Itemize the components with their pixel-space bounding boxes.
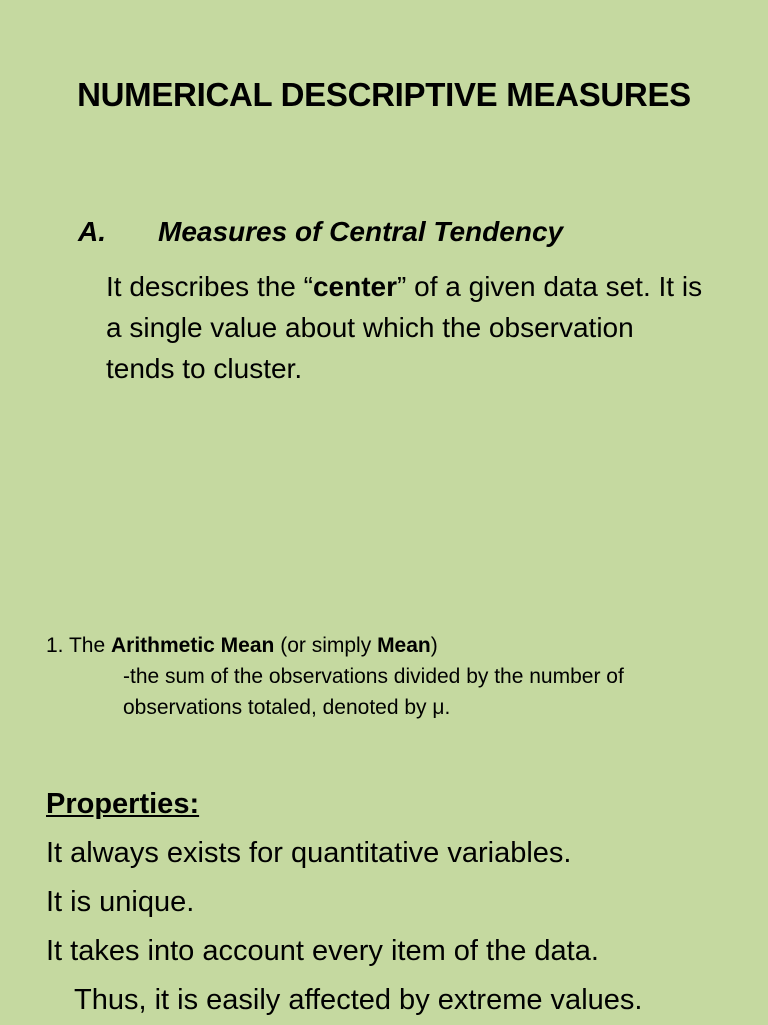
mean-number: 1. The xyxy=(46,634,111,657)
description-bold-term: center xyxy=(312,271,398,302)
property-item: It is unique. xyxy=(46,886,195,918)
section-heading xyxy=(78,216,563,248)
property-item: It always exists for quantitative variables. xyxy=(46,837,572,869)
section-letter: A. xyxy=(78,216,106,247)
properties-block xyxy=(46,780,761,1025)
section-heading-text: Measures of Central Tendency xyxy=(158,216,564,247)
mean-term: Arithmetic Mean xyxy=(111,634,275,657)
property-item: It takes into account every item of the data. xyxy=(46,935,599,967)
description-before: It describes the “ xyxy=(106,271,313,302)
slide-title: NUMERICAL DESCRIPTIVE MEASURES xyxy=(77,76,691,113)
property-item: Thus, it is easily affected by extreme values. xyxy=(74,984,643,1016)
description-after: ” of a given data set. It is a single value about which the observation tends to cluster. xyxy=(106,271,703,384)
mean-block xyxy=(46,630,746,723)
mean-heading xyxy=(46,630,746,661)
mean-end: ) xyxy=(430,634,438,657)
section-description xyxy=(106,266,706,389)
mean-definition: -the sum of the observations divided by the number of observations totaled, denoted by μ. xyxy=(123,665,624,719)
properties-heading: Properties: xyxy=(46,788,200,820)
mean-short-term: Mean xyxy=(377,634,431,657)
mean-middle: (or simply xyxy=(274,634,378,657)
